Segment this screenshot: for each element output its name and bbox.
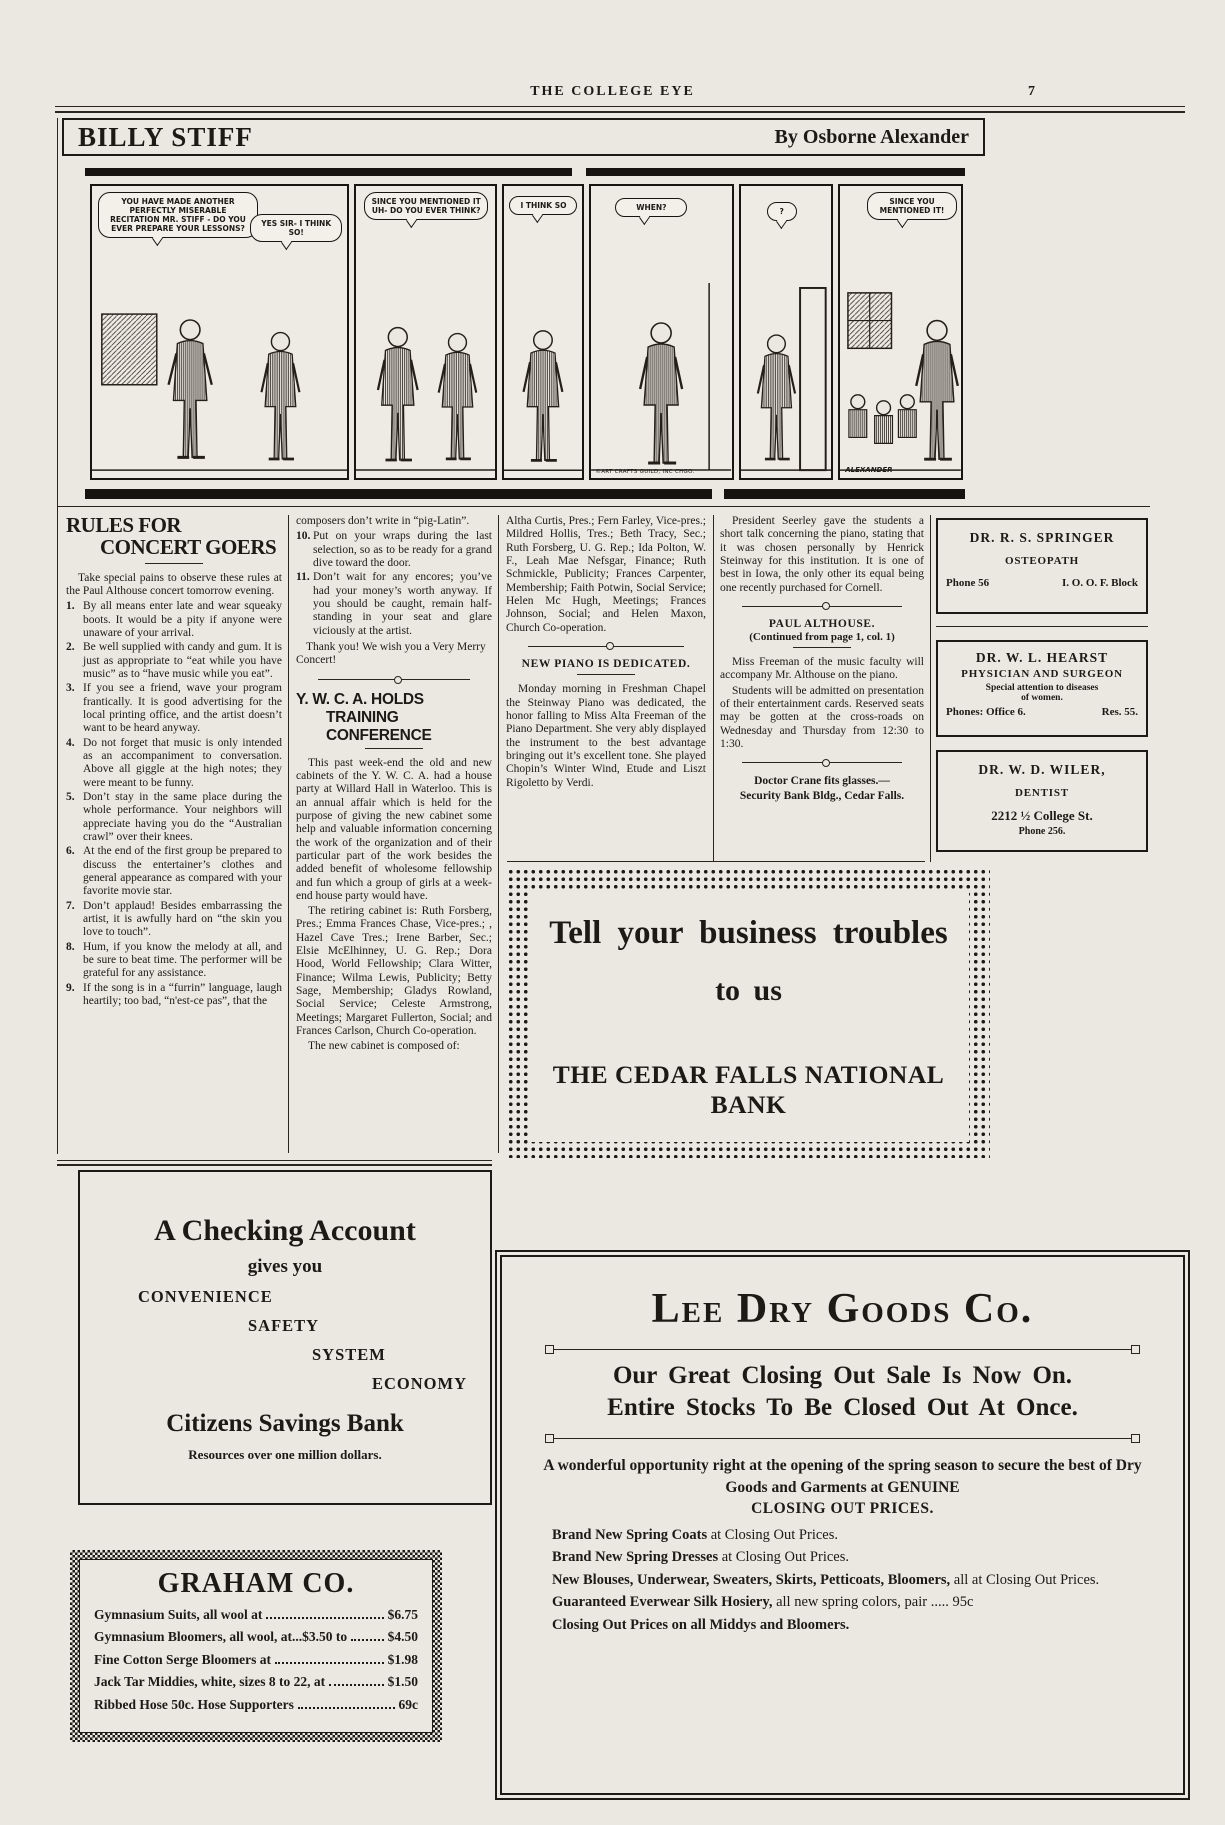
comic-strip (90, 184, 963, 480)
checking-footer: Resources over one million dollars. (188, 1447, 382, 1462)
rules-headline-1: RULES FOR (66, 515, 182, 537)
panel-artwork-two-men (356, 273, 495, 478)
lee-item: Brand New Spring Dresses at Closing Out Prices. (552, 1549, 849, 1566)
doctor-note: Special attention to diseases (985, 683, 1099, 693)
article-rules-col1 (66, 515, 282, 1155)
dot-leader (298, 1707, 395, 1709)
dot-leader (329, 1684, 383, 1686)
rule-item: 6. At the end of the first group be prepared to discuss the entertainer’s clothes and general appearance as compared with your favorite movie star. (66, 845, 282, 898)
doctor-name: DR. W. D. WILER, (978, 762, 1106, 777)
headline-rule (145, 563, 203, 564)
decorative-rule (547, 1349, 1138, 1350)
strip-bottom-bar-left (85, 489, 712, 499)
article-rules-col2 (296, 515, 492, 1155)
ad-dr-hearst (936, 640, 1148, 737)
dot-leader (351, 1639, 384, 1641)
graham-item: Ribbed Hose 50c. Hose Supporters 69c (94, 1696, 418, 1712)
doctor-name: DR. W. L. HEARST (975, 650, 1109, 665)
headline-rule (577, 674, 635, 675)
lee-item: Closing Out Prices on all Middys and Bloomers. (552, 1616, 850, 1633)
rules-closing: Thank you! We wish you a Very Merry Concert! (296, 640, 486, 667)
section-separator (742, 762, 902, 763)
strip-top-bar-left (85, 168, 572, 176)
doctor-name: DR. R. S. SPRINGER (969, 530, 1115, 545)
left-column-rule (57, 118, 58, 1154)
comic-byline: By Osborne Alexander (774, 125, 969, 148)
comic-title: BILLY STIFF (78, 121, 253, 152)
dot-leader (266, 1617, 383, 1619)
lee-name: Lee Dry Goods Co. (651, 1286, 1034, 1332)
althouse-paragraph: Miss Freeman of the music faculty will accompany Mr. Althouse on the piano. (720, 656, 924, 682)
masthead-title: THE COLLEGE EYE (530, 84, 695, 99)
rule-item: 9. If the song is in a “furrin” language, laugh heartily; too bad, “n'est-ce pas”, that the (66, 981, 282, 1007)
bank-ad-top-rule (507, 861, 925, 862)
speech-bubble: YES SIR- I THINK SO! (250, 214, 342, 242)
lee-item: Brand New Spring Coats at Closing Out Prices. (552, 1526, 838, 1543)
section-separator (528, 646, 684, 647)
ad-dr-springer (936, 518, 1148, 614)
headline-rule (365, 748, 423, 749)
ywca-new-cabinet-list: Altha Curtis, Pres.; Fern Farley, Vice-pres.; Mildred Hollis, Tres.; Beth Tracy, Sec.; Ruth Forsberg, U. G. Rep.; Ida Polton, W. F., Leah Mae Nefsgar, Finance; Ruth Schmickle, Publicity; Frances Carpenter, Membership; Faith Potwin, Social Service; Helen Mc Hugh, Meetings; Frances Johnson, Social; and Helen Maxon, Church Co-operation. (506, 515, 706, 634)
article-col4 (720, 515, 924, 860)
althouse-paragraph: Students will be admitted on presentation of their entertainment cards. Reserved seats may be gotten at the cross-roads on Wednesday and Thursday from 12:30 to 1:30. (720, 684, 924, 751)
checking-word: SAFETY (248, 1316, 320, 1335)
comic-banner (62, 118, 985, 156)
comic-panel-1 (90, 184, 349, 480)
column-rule-1 (288, 515, 289, 1153)
panel-artwork-doorway (741, 273, 832, 478)
piano-paragraph: Monday morning in Freshman Chapel the Steinway Piano was dedicated, the honor falling to Miss Alta Freeman of the Piano Department. She very ably displayed the instrument to the best advantage bringing out it’s excellent tone. She played Chopin’s Winter Wind, Etude and Liszt Rigoletto by Verdi. (506, 683, 706, 789)
checking-word: ECONOMY (372, 1374, 467, 1393)
rule-item: 3. If you see a friend, wave your program frantically. It is good advertising for the local printing office, and the artist doesn’t want to be heard anyway. (66, 682, 282, 735)
doctor-title: DENTIST (1015, 787, 1069, 799)
speech-bubble: WHEN? (615, 198, 687, 217)
ywca-paragraph: This past week-end the old and new cabinets of the Y. W. C. A. had a house party at Willard Hall in Waterloo. This is an annual affair which is held for the purpose of giving the new cabinet some help and valuable information concerning the work of the organization and of their particular part of the work besides the added benefit of wholesome fellowship and fun which a group of girls at a week-end house party would have. (296, 756, 492, 902)
bank-ad-line1: Tell your business troubles (549, 915, 948, 951)
artist-signature: ALEXANDER (845, 466, 893, 474)
column-rule-4 (930, 515, 931, 862)
ad-graham-co (70, 1550, 442, 1742)
doctor-address: 2212 ½ College St. (991, 808, 1093, 823)
comic-panel-6 (838, 184, 963, 480)
ad-divider-rule (936, 626, 1148, 627)
lee-sale-line1: Our Great Closing Out Sale Is Now On. (612, 1362, 1073, 1389)
checking-sub: gives you (247, 1256, 323, 1277)
doctor-phone: Phone 256. (1018, 826, 1066, 837)
rules-intro: Take special pains to observe these rules at the Paul Althouse concert tomorrow evening. (66, 571, 282, 597)
checking-word: CONVENIENCE (138, 1287, 273, 1306)
rule-item: 7. Don’t applaud! Besides embarrassing the artist, it is awfully hard on “the skin you love to touch”. (66, 899, 282, 939)
section-separator (742, 606, 902, 607)
crane-notice: Doctor Crane fits glasses.— Security Bank Bldg., Cedar Falls. (739, 775, 905, 802)
doctor-note: of women. (1021, 693, 1063, 703)
ad-lee-dry-goods (500, 1255, 1185, 1795)
comic-panel-3 (502, 184, 584, 480)
rule-item: 11. Don’t wait for any encores; you’ve had your money’s worth anyway. If you should be caught, remain half-standing in your seat and glare viciously at the artist. (296, 571, 492, 637)
checking-word: SYSTEM (312, 1345, 386, 1364)
graham-inner (79, 1559, 433, 1733)
masthead-rule-thick (55, 111, 1185, 113)
piano-paragraph: President Seerley gave the students a short talk concerning the piano, stating that it was chosen personally by Henrick Steinway for this institution. It is one of best in Iowa, the only other its equal being one recently purchased for Cornell. (720, 515, 924, 594)
ywca-headline: Y. W. C. A. HOLDS TRAINING CONFERENCE (296, 691, 432, 744)
decorative-rule (547, 1438, 1138, 1439)
lee-paragraph-emphasis: CLOSING OUT PRICES. (751, 1499, 934, 1517)
rule-item: 10. Put on your wraps during the last selection, so as to be ready for a grand dive toward the door. (296, 530, 492, 569)
comic-panel-5 (739, 184, 834, 480)
ywca-paragraph: The new cabinet is composed of: (308, 1040, 460, 1053)
checking-ad-top-rule2 (57, 1164, 492, 1166)
speech-bubble: SINCE YOU MENTIONED IT UH- DO YOU EVER THINK? (364, 192, 488, 220)
bank-ad-name: THE CEDAR FALLS NATIONAL BANK (552, 1060, 945, 1119)
lee-paragraph: A wonderful opportunity right at the opening of the spring season to secure the best of Dry Goods and Garments at GENUINE (543, 1457, 1142, 1497)
lee-item: Guaranteed Everwear Silk Hosiery, all new spring colors, pair ..... 95c (552, 1594, 974, 1611)
doctor-title: PHYSICIAN AND SURGEON (961, 668, 1123, 680)
column-rule-2 (498, 515, 499, 1153)
speech-bubble: I THINK SO (509, 196, 577, 215)
strip-top-bar-right (586, 168, 965, 176)
althouse-headline: PAUL ALTHOUSE. (768, 617, 876, 630)
lee-sale-line2: Entire Stocks To Be Closed Out At Once. (607, 1394, 1078, 1421)
speech-bubble: SINCE YOU MENTIONED IT! (867, 192, 957, 220)
graham-item: Jack Tar Middies, white, sizes 8 to 22, at $1.50 (94, 1674, 418, 1689)
rules-headline-2: CONCERT GOERS (100, 534, 277, 559)
graham-item: Gymnasium Bloomers, all wool, at...$3.50 to $4.50 (94, 1629, 418, 1644)
masthead-rule-thin (55, 106, 1185, 107)
ad-dr-wiler (936, 750, 1148, 852)
page-number: 7 (1028, 84, 1035, 99)
ywca-paragraph: The retiring cabinet is: Ruth Forsberg, Pres.; Emma Frances Chase, Vice-pres.; , Hazel Cave Tres.; Irene Barber, Sec.; Elsie McElhinney, U. G. Rep.; Dora Hood, World Fellowship; Clara Witter, Finance; Wilma Lewis, Publicity; Betty Sage, Membership; Gladys Rowland, Social Service; Celeste Armstrong, Meetings; Margaret Fullerton, Social; and Frances Carlson, Church Co-operation. (296, 905, 492, 1038)
graham-item: Gymnasium Suits, all wool at $6.75 (94, 1606, 418, 1622)
article-col3 (506, 515, 706, 860)
lee-item: New Blouses, Underwear, Sweaters, Skirts, Petticoats, Bloomers, all at Closing Out Prices. (552, 1571, 1100, 1588)
rule-item: 4. Do not forget that music is only intended as an accompaniment to conversation. Above all giggle at the high notes; they were meant to be funny. (66, 736, 282, 789)
speech-bubble: ? (767, 202, 797, 221)
panel-artwork-classroom (92, 273, 347, 478)
lee-item-list (552, 1524, 1143, 1636)
rule-item: 1. By all means enter late and wear squeaky boots. It would be a pity if anyone were unaware of your arrival. (66, 600, 282, 639)
rules-continuation: composers don’t write in “pig-Latin”. (296, 515, 470, 527)
piano-headline: NEW PIANO IS DEDICATED. (521, 657, 691, 670)
panel-artwork-class-scene (840, 273, 961, 478)
graham-name: GRAHAM CO. (157, 1568, 355, 1599)
doctor-contact-row: Phone 56 I. O. O. F. Block (946, 577, 1138, 589)
art-credit: ©ART CRAFTS GUILD, INC CHGO. (595, 469, 695, 475)
column-rule-3 (713, 515, 714, 862)
speech-bubble: YOU HAVE MADE ANOTHER PERFECTLY MISERABLE RECITATION MR. STIFF - DO YOU EVER PREPARE YOUR LESSONS? (98, 192, 258, 238)
doctor-title: OSTEOPATH (1004, 555, 1080, 567)
dot-leader (275, 1662, 384, 1664)
comic-panel-2 (354, 184, 497, 480)
rule-item: 5. Don’t stay in the same place during the whole performance. Your neighbors will appreciate having you do the “Australian crawl” over their knees. (66, 790, 282, 843)
headline-rule (793, 647, 851, 648)
comic-panel-4 (589, 184, 733, 480)
panel-artwork-man-back (591, 273, 731, 478)
rule-item: 8. Hum, if you know the melody at all, and be sure to beat time. The performer will be grateful for any assistance. (66, 940, 282, 980)
section-separator (318, 679, 470, 680)
checking-headline: A Checking Account (154, 1214, 416, 1247)
graham-item: Fine Cotton Serge Bloomers at $1.98 (94, 1651, 418, 1667)
checking-bank-name: Citizens Savings Bank (166, 1410, 404, 1437)
continued-note: (Continued from page 1, col. 1) (749, 631, 895, 644)
bank-ad-line2: to us (715, 974, 782, 1007)
checking-ad-top-rule1 (57, 1160, 492, 1161)
rule-item: 2. Be well supplied with candy and gum. It is just as appropriate to “eat while you have music” as to “have music while you eat”. (66, 641, 282, 680)
ad-cedar-falls-national-bank (507, 868, 990, 1158)
ad-citizens-savings-bank (78, 1170, 492, 1505)
strip-bottom-bar-right (724, 489, 965, 499)
doctor-contact-row: Phones: Office 6. Res. 55. (946, 706, 1138, 718)
panel-artwork-man (504, 273, 582, 478)
columns-top-rule (57, 506, 1150, 507)
bank-ad-inner (528, 889, 969, 1142)
